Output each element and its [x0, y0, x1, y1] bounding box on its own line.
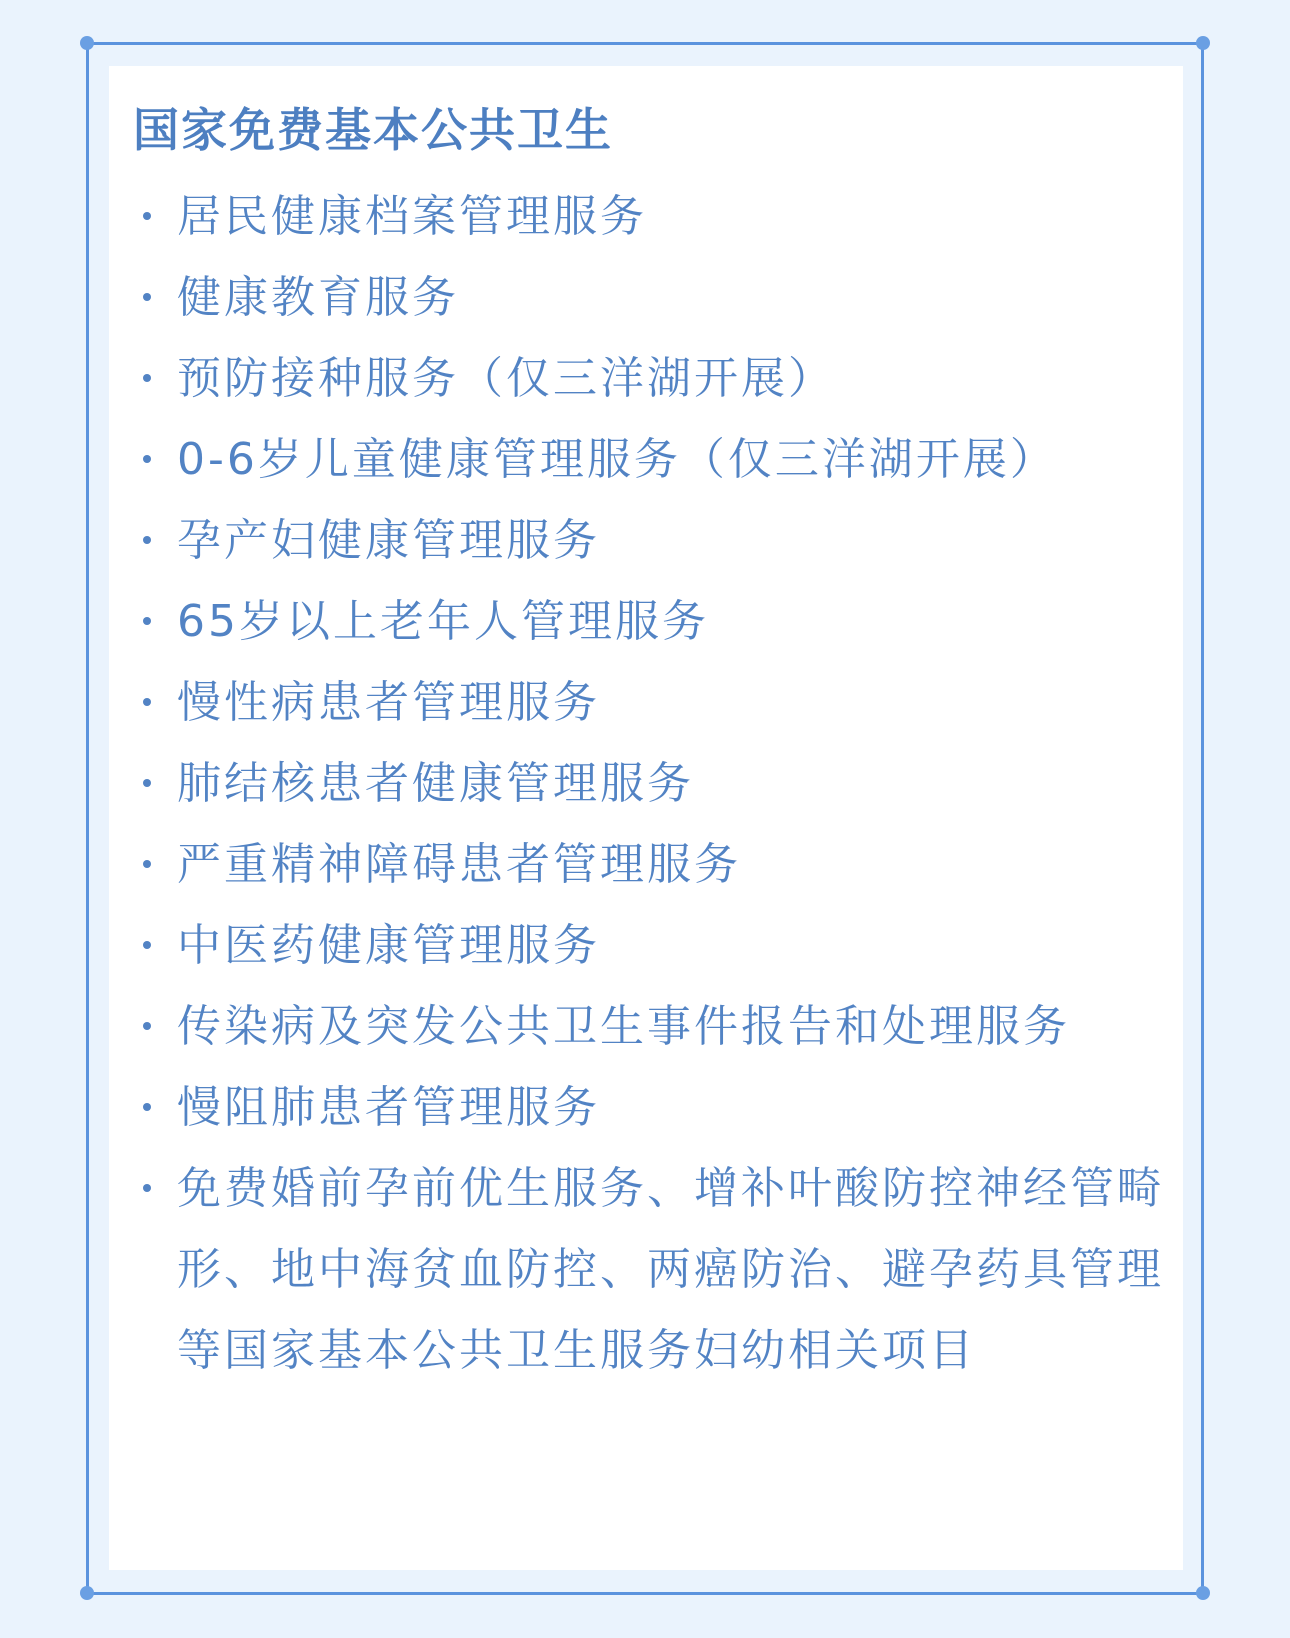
service-list [133, 176, 1173, 1391]
service-item-label: 65岁以上老年人管理服务 [177, 596, 709, 647]
frame-left-line [86, 42, 89, 1594]
frame-right-line [1201, 42, 1204, 1594]
frame-corner-dot-icon [1196, 36, 1210, 50]
bullet-dot-icon [143, 779, 151, 787]
service-item [133, 500, 1173, 581]
service-item-label: 严重精神障碍患者管理服务 [177, 839, 741, 890]
bullet-dot-icon [143, 536, 151, 544]
bullet-dot-icon [143, 698, 151, 706]
service-item [133, 824, 1173, 905]
service-item-label: 居民健康档案管理服务 [177, 191, 647, 242]
service-item-label: 慢性病患者管理服务 [177, 677, 600, 728]
service-item-label: 肺结核患者健康管理服务 [177, 758, 694, 809]
frame-corner-dot-icon [80, 36, 94, 50]
frame-bottom-line [87, 1592, 1203, 1595]
bullet-dot-icon [143, 293, 151, 301]
service-item [133, 1067, 1173, 1148]
service-item [133, 743, 1173, 824]
service-item [133, 338, 1173, 419]
service-item [133, 419, 1173, 500]
service-item [133, 257, 1173, 338]
service-item-label: 免费婚前孕前优生服务、增补叶酸防控神经管畸形、地中海贫血防控、两癌防治、避孕药具管理等国家基本公共卫生服务妇幼相关项目 [177, 1163, 1164, 1376]
service-item-label: 0-6岁儿童健康管理服务（仅三洋湖开展） [177, 434, 1057, 485]
bullet-dot-icon [143, 941, 151, 949]
bullet-dot-icon [143, 1103, 151, 1111]
service-item [133, 581, 1173, 662]
service-item-label: 中医药健康管理服务 [177, 920, 600, 971]
frame-top-line [87, 42, 1203, 45]
bullet-dot-icon [143, 374, 151, 382]
service-item [133, 986, 1173, 1067]
service-item-label: 慢阻肺患者管理服务 [177, 1082, 600, 1133]
bullet-dot-icon [143, 455, 151, 463]
service-item-label: 孕产妇健康管理服务 [177, 515, 600, 566]
service-item-label: 健康教育服务 [177, 272, 459, 323]
service-item [133, 905, 1173, 986]
bullet-dot-icon [143, 1022, 151, 1030]
service-item-label: 预防接种服务（仅三洋湖开展） [177, 353, 835, 404]
service-item [133, 662, 1173, 743]
service-card [109, 66, 1183, 1570]
bullet-dot-icon [143, 860, 151, 868]
card-title: 国家免费基本公共卫生 [133, 103, 613, 157]
service-item [133, 1148, 1173, 1391]
frame-corner-dot-icon [1196, 1586, 1210, 1600]
service-item [133, 176, 1173, 257]
bullet-dot-icon [143, 1184, 151, 1192]
bullet-dot-icon [143, 617, 151, 625]
service-item-label: 传染病及突发公共卫生事件报告和处理服务 [177, 1001, 1070, 1052]
frame-corner-dot-icon [80, 1586, 94, 1600]
bullet-dot-icon [143, 212, 151, 220]
